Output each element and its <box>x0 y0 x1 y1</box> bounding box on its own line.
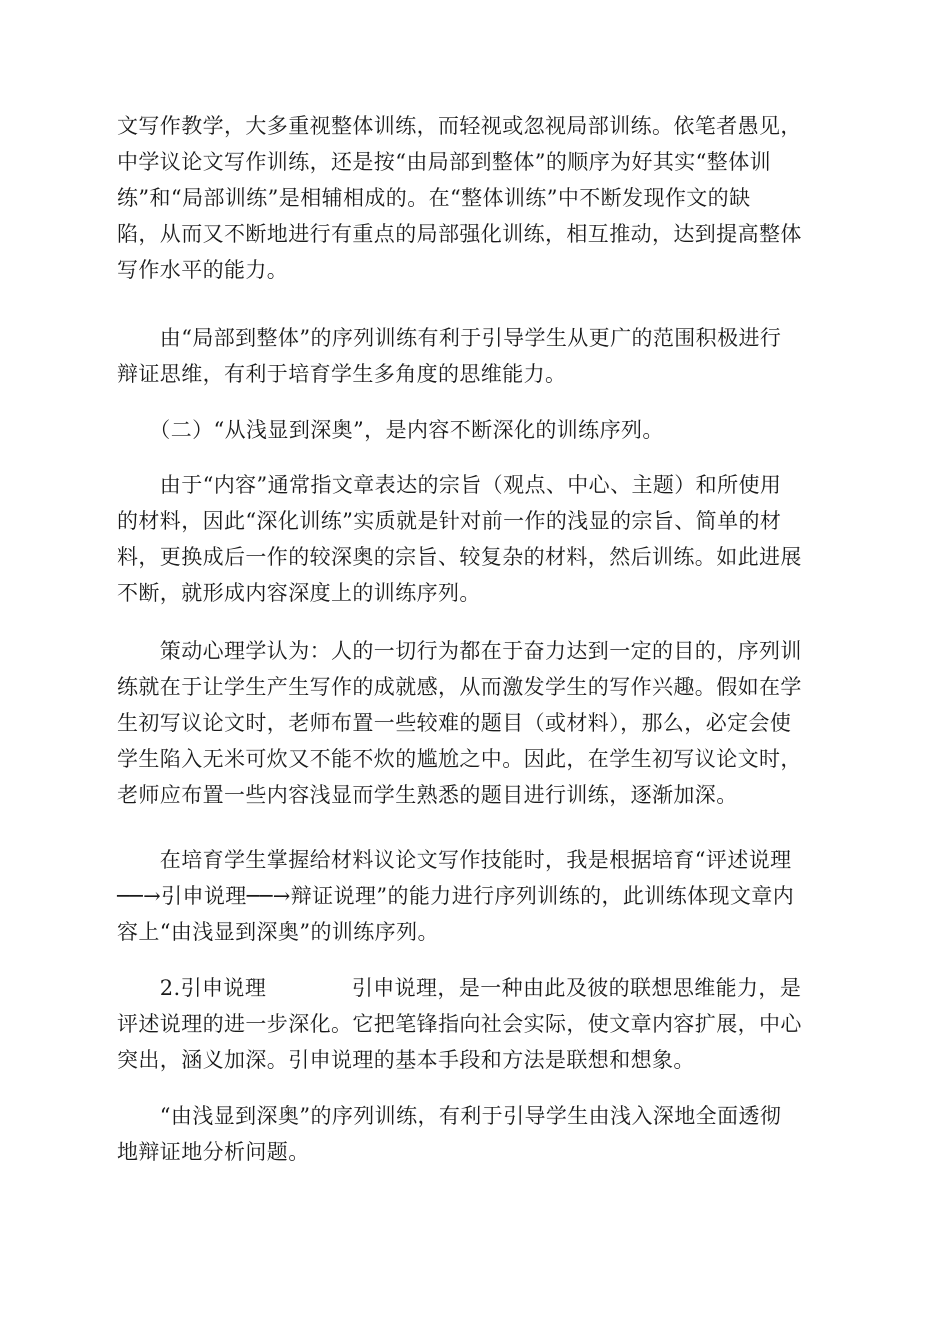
text-line: 突出，涵义加深。引申说理的基本手段和方法是联想和想象。 <box>117 1048 695 1072</box>
text-line: 写作水平的能力。 <box>117 258 289 282</box>
text-line: 地辩证地分析问题。 <box>117 1140 310 1164</box>
text-line: “由浅显到深奥”的序列训练，有利于引导学生由浅入深地全面透彻 <box>117 1104 782 1128</box>
text-line: 由于“内容”通常指文章表达的宗旨（观点、中心、主题）和所使用 <box>117 473 782 497</box>
text-line: 陷，从而又不断地进行有重点的局部强化训练，相互推动，达到提高整体 <box>117 222 802 246</box>
text-line: 的材料，因此“深化训练”实质就是针对前一作的浅显的宗旨、简单的材 <box>117 509 782 533</box>
text-line: 评述说理的进一步深化。它把笔锋指向社会实际，使文章内容扩展，中心 <box>117 1012 802 1036</box>
paragraph-2 <box>117 320 837 392</box>
text-line: 辩证思维，有利于培育学生多角度的思维能力。 <box>117 362 567 386</box>
text-line: 文写作教学，大多重视整体训练，而轻视或忽视局部训练。依笔者愚见， <box>117 114 802 138</box>
text-line: 由“局部到整体”的序列训练有利于引导学生从更广的范围积极进行 <box>117 326 782 350</box>
text-line: 老师应布置一些内容浅显而学生熟悉的题目进行训练，逐渐加深。 <box>117 783 738 807</box>
paragraph-3 <box>117 467 837 611</box>
paragraph-4 <box>117 633 837 813</box>
text-line: 料，更换成后一作的较深奥的宗旨、较复杂的材料，然后训练。如此进展 <box>117 545 802 569</box>
section-heading <box>117 412 837 448</box>
paragraph-1 <box>117 108 837 288</box>
paragraph-7 <box>117 1098 837 1170</box>
text-line: 练就在于让学生产生写作的成就感，从而激发学生的写作兴趣。假如在学 <box>117 675 802 699</box>
text-line: ──→引申说理──→辩证说理”的能力进行序列训练的，此训练体现文章内 <box>117 884 795 908</box>
paragraph-6 <box>117 970 837 1078</box>
text-line: 2.引申说理 引申说理，是一种由此及彼的联想思维能力，是 <box>117 976 802 1000</box>
text-line: 在培育学生掌握给材料议论文写作技能时，我是根据培育“评述说理 <box>117 848 792 872</box>
text-line: 中学议论文写作训练，还是按“由局部到整体”的顺序为好其实“整体训 <box>117 150 772 174</box>
text-line: 生初写议论文时，老师布置一些较难的题目（或材料），那么，必定会使 <box>117 711 792 735</box>
text-line: 学生陷入无米可炊又不能不炊的尴尬之中。因此，在学生初写议论文时， <box>117 747 802 771</box>
text-line: 不断，就形成内容深度上的训练序列。 <box>117 581 481 605</box>
text-line: 策动心理学认为：人的一切行为都在于奋力达到一定的目的，序列训 <box>117 639 802 663</box>
text-line: 练”和“局部训练”是相辅相成的。在“整体训练”中不断发现作文的缺 <box>117 186 751 210</box>
paragraph-5 <box>117 842 837 950</box>
text-line: （二）“从浅显到深奥”，是内容不断深化的训练序列。 <box>117 418 664 442</box>
text-line: 容上“由浅显到深奥”的训练序列。 <box>117 920 439 944</box>
